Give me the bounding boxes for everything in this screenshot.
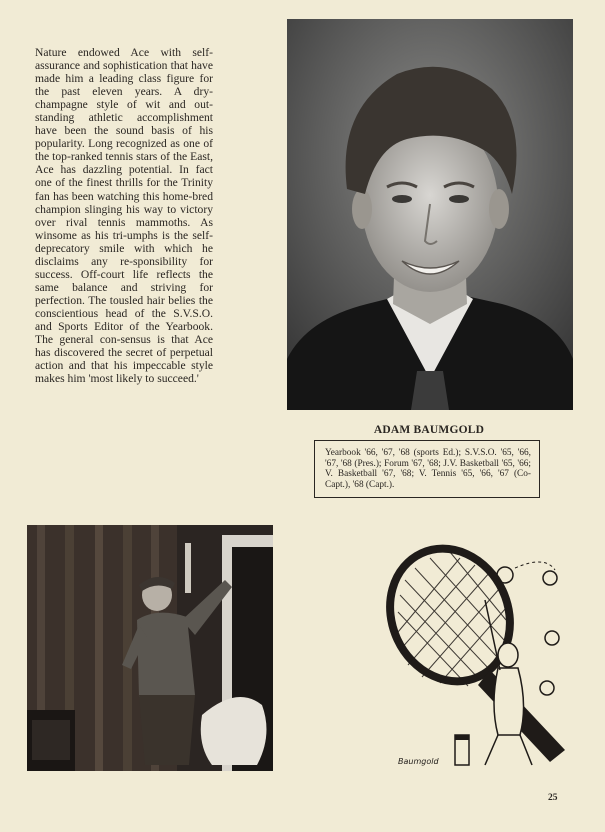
candid-photo [27, 525, 273, 771]
tennis-cartoon [380, 540, 585, 775]
bio-paragraph: Nature endowed Ace with self-assurance and sophistication that have made him a leading class figure for the past eleven years. A dry-champagne style of wit and out-standing athletic accomplishment have been the sound basis of his popularity. Long recognized as one of the top-ranked tennis stars of the East, Ace has dazzling potential. In fact one of the finest thrills for the Trinity fan has been watching this home-bred champion slinging his way to victory over rival tennis mammoths. As winsome as his tri-umphs is the self-deprecatory smile with which he disclaims any re-sponsibility for success. Off-court life reflects the same balance and striving for perfection. The tousled hair belies the conscientious head of the S.V.S.O. and Sports Editor of the Yearbook. The general con-sensus is that Ace has discovered the secret of perpetual action and that his impeccable style makes him 'most likely to succeed.' [35, 46, 213, 386]
activities-box: Yearbook '66, '67, '68 (sports Ed.); S.V.S.O. '65, '66, '67, '68 (Pres.); Forum '67, '68; J.V. Basketball '65, '66; V. Basketball '67, '68; V. Tennis '65, '66, '67 (Co-Capt.), '68 (Capt.). [314, 440, 540, 498]
portrait-illustration [287, 19, 573, 410]
candid-illustration [27, 525, 273, 771]
senior-name: ADAM BAUMGOLD [373, 424, 485, 436]
page-number: 25 [548, 793, 558, 803]
senior-portrait-photo [287, 19, 573, 410]
cartoon-signature: Baumgold [398, 757, 439, 766]
